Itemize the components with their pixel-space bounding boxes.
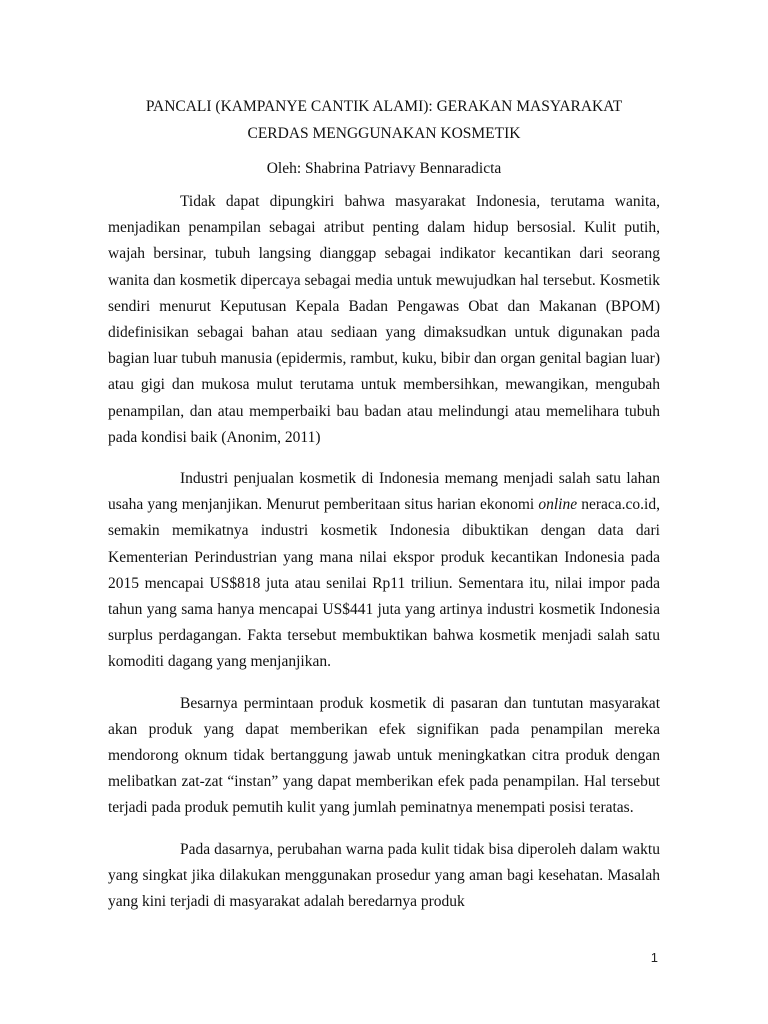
page-number: 1	[650, 950, 658, 965]
document-title	[108, 93, 660, 147]
paragraph-3: Besarnya permintaan produk kosmetik di pasaran dan tuntutan masyarakat akan produk yang dapat memberikan efek signifikan pada penampilan mereka mendorong oknum tidak bertanggung jawab untuk meningkatkan citra produk dengan melibatkan zat-zat “instan” yang dapat memberikan efek pada penampilan. Hal tersebut terjadi pada produk pemutih kulit yang jumlah peminatnya menempati posisi teratas.	[108, 694, 660, 817]
paragraph-2: Industri penjualan kosmetik di Indonesia memang menjadi salah satu lahan usaha yang menjanjikan. Menurut pemberitaan situs harian ekonomi online neraca.co.id, semakin memikatnya industri kosmetik Indonesia dibuktikan dengan data dari Kementerian Perindustrian yang mana nilai ekspor produk kecantikan Indonesia pada 2015 mencapai US$818 juta atau senilai Rp11 triliun. Sementara itu, nilai impor pada tahun yang sama hanya mencapai US$441 juta yang artinya industri kosmetik Indonesia surplus perdagangan. Fakta tersebut membuktikan bahwa kosmetik menjadi salah satu komoditi dagang yang menjanjikan.	[108, 470, 660, 671]
title-line-2: CERDAS MENGGUNAKAN KOSMETIK	[247, 125, 521, 142]
title-line-1: PANCALI (KAMPANYE CANTIK ALAMI): GERAKAN MASYARAKAT	[145, 98, 623, 115]
paragraph-1: Tidak dapat dipungkiri bahwa masyarakat Indonesia, terutama wanita, menjadikan penampilan sebagai atribut penting dalam hidup bersosial. Kulit putih, wajah bersinar, tubuh langsing dianggap sebagai indikator kecantikan dari seorang wanita dan kosmetik dipercaya sebagai media untuk mewujudkan hal tersebut. Kosmetik sendiri menurut Keputusan Kepala Badan Pengawas Obat dan Makanan (BPOM) didefinisikan sebagai bahan atau sediaan yang dimaksudkan untuk digunakan pada bagian luar tubuh manusia (epidermis, rambut, kuku, bibir dan organ genital bagian luar) atau gigi dan mukosa mulut terutama untuk membersihkan, mewangikan, mengubah penampilan, dan atau memperbaiki bau badan atau melindungi atau memelihara tubuh pada kondisi baik (Anonim, 2011)	[108, 193, 660, 446]
italic-online: online	[538, 496, 578, 514]
author-line: Oleh: Shabrina Patriavy Bennaradicta	[266, 160, 502, 177]
paragraph-4: Pada dasarnya, perubahan warna pada kulit tidak bisa diperoleh dalam waktu yang singkat jika dilakukan menggunakan prosedur yang aman bagi kesehatan. Masalah yang kini terjadi di masyarakat adalah beredarnya produk	[108, 840, 660, 911]
document-page	[108, 93, 660, 930]
